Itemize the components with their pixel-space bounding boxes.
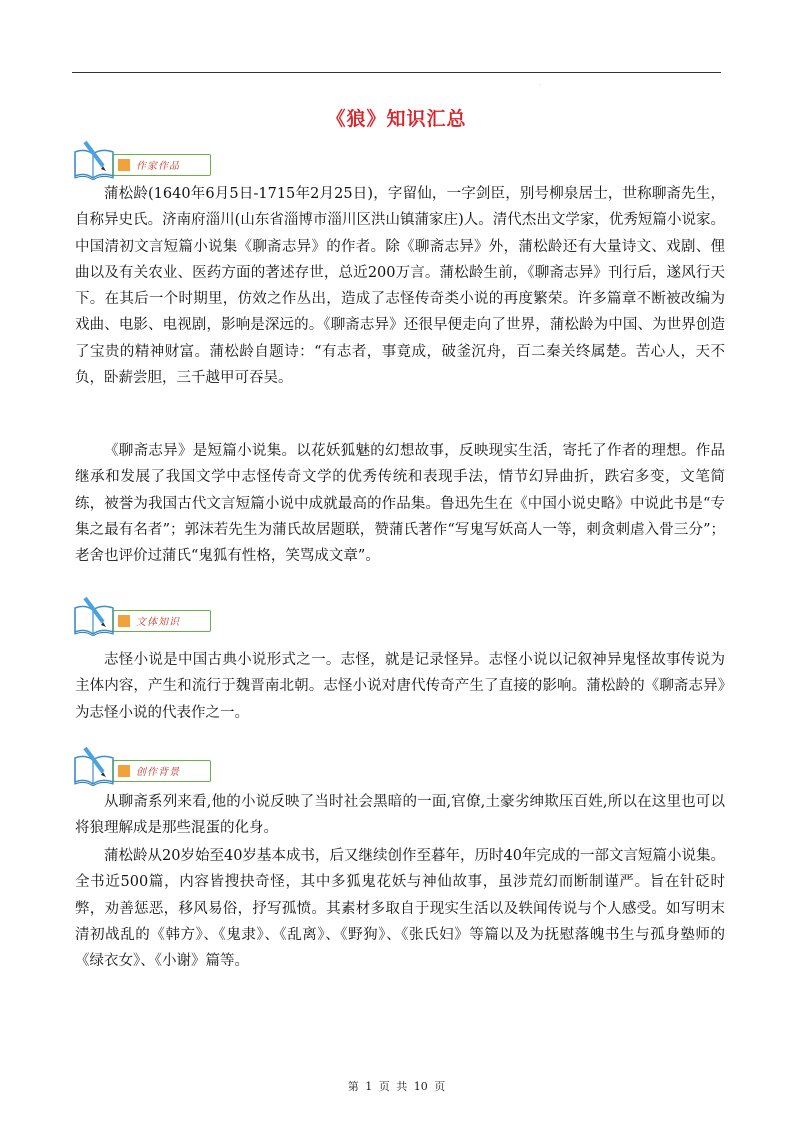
section-header-genre	[73, 596, 213, 636]
header-rule	[72, 72, 721, 73]
section-label-box	[113, 760, 211, 782]
section-label: 文体知识	[136, 617, 180, 628]
paragraph-background-2: 蒲松龄从20岁始至40岁基本成书，后又继续创作至暮年，历时40年完成的一部文言短篇小说集。全书近500篇，内容皆搜抉奇怪，其中多狐鬼花妖与神仙故事，虽涉荒幻而断制谨严。旨在针砭时弊，劝善惩恶，移风易俗，抒写孤愤。其素材多取自于现实生活以及轶闻传说与个人感受。如写明末清初战乱的《韩方》、《鬼隶》、《乱离》、《野狗》、《张氏妇》等篇以及为抚慰落魄书生与孤身塾师的《绿衣女》、《小谢》篇等。	[75, 848, 725, 970]
label-tab	[118, 159, 130, 171]
book-pen-icon	[73, 596, 117, 636]
section-label: 创作背景	[136, 767, 180, 778]
label-tab	[118, 615, 130, 627]
page-title: 《狼》知识汇总	[326, 108, 467, 130]
paragraph-liaozhai: 《聊斋志异》是短篇小说集。以花妖狐魅的幻想故事，反映现实生活，寄托了作者的理想。作品继承和发展了我国文学中志怪传奇文学的优秀传统和表现手法，情节幻异曲折，跌宕多变，文笔简练，被誉为我国古代文言短篇小说中成就最高的作品集。鲁迅先生在《中国小说史略》中说此书是“专集之最有名者”；郭沫若先生为蒲氏故居题联，赞蒲氏著作“写鬼写妖高人一等，刺贪刺虐入骨三分”；老舍也评价过蒲氏“鬼狐有性格，笑骂成文章”。	[75, 443, 725, 565]
paragraph-background-1: 从聊斋系列来看,他的小说反映了当时社会黑暗的一面,官僚,土豪劣绅欺压百姓,所以在这里也可以将狼理解成是那些混蛋的化身。	[75, 794, 725, 837]
paragraph-author-bio: 蒲松龄(1640年6月5日-1715年2月25日)，字留仙，一字剑臣，别号柳泉居士，世称聊斋先生，自称异史氏。济南府淄川(山东省淄博市淄川区洪山镇蒲家庄)人。清代杰出文学家，优秀短篇小说家。中国清初文言短篇小说集《聊斋志异》的作者。除《聊斋志异》外，蒲松龄还有大量诗文、戏剧、俚曲以及有关农业、医药方面的著述存世，总近200万言。蒲松龄生前，《聊斋志异》刊行后，遂风行天下。在其后一个时期里，仿效之作丛出，造成了志怪传奇类小说的再度繁荣。许多篇章不断被改编为戏曲、电影、电视剧，影响是深远的。《聊斋志异》还很早便走向了世界，蒲松龄为中国、为世界创造了宝贵的精神财富。蒲松龄自题诗：“有志者，事竟成，破釜沉舟，百二秦关终属楚。苦心人，天不负，卧薪尝胆，三千越甲可吞吴。	[75, 186, 725, 387]
book-pen-icon	[73, 746, 117, 786]
page-footer: 第 1 页 共 10 页	[347, 1080, 446, 1093]
section-label: 作家作品	[136, 161, 180, 172]
label-tab	[118, 765, 130, 777]
book-pen-icon	[73, 140, 117, 180]
section-header-author	[73, 140, 213, 180]
paragraph-genre: 志怪小说是中国古典小说形式之一。志怪，就是记录怪异。志怪小说以记叙神异鬼怪故事传说为主体内容，产生和流行于魏晋南北朝。志怪小说对唐代传奇产生了直接的影响。蒲松龄的《聊斋志异》为志怪小说的代表作之一。	[75, 652, 725, 721]
section-label-box	[113, 154, 211, 176]
header-mark: .	[539, 80, 541, 87]
section-label-box	[113, 610, 211, 632]
section-header-background	[73, 746, 213, 786]
